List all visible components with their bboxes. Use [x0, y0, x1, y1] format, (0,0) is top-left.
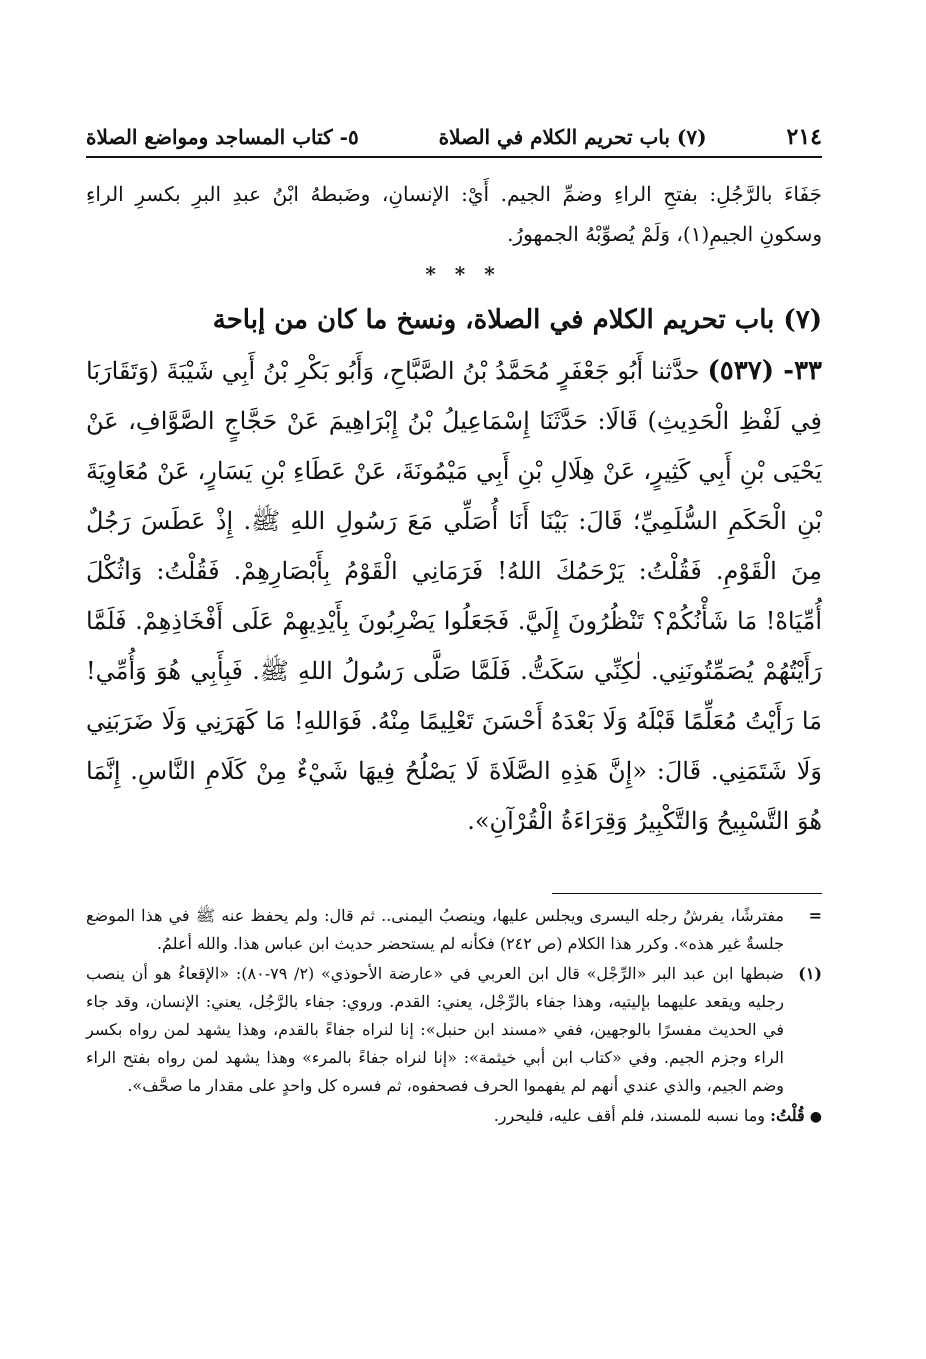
section-separator: * * * — [425, 262, 501, 286]
hadith-text: حدَّثنا أَبُو جَعْفَرٍ مُحَمَّدُ بْنُ الصَّبَّاحِ، وَأَبُو بَكْرِ بْنُ أَبِي شَيْبَةَ (وَتَقَارَبَا فِي لَفْظِ الْحَدِيثِ) قَالَا: حَدَّثَنَا إِسْمَاعِيلُ بْنُ إِبْرَاهِيمَ عَنْ حَجَّاجٍ الصَّوَّافِ، عَنْ يَحْيَى بْنِ أَبِي كَثِيرٍ، عَنْ هِلَالِ بْنِ أَبِي مَيْمُونَةَ، عَنْ عَطَاءِ بْنِ يَسَارٍ، عَنْ مُعَاوِيَةَ بْنِ الْحَكَمِ السُّلَمِيِّ؛ قَالَ: بَيْنَا أَنَا أُصَلِّي مَعَ رَسُولِ اللهِ ﷺ. إِذْ عَطَسَ رَجُلٌ مِنَ الْقَوْمِ. فَقُلْتُ: يَرْحَمُكَ اللهُ! فَرَمَانِي الْقَوْمُ بِأَبْصَارِهِمْ. فَقُلْتُ: وَاثُكْلَ أُمِّيَاهْ! مَا شَأْنُكُمْ؟ تَنْظُرُونَ إِلَيَّ. فَجَعَلُوا يَضْرِبُونَ بِأَيْدِيهِمْ عَلَى أَفْخَاذِهِمْ. فَلَمَّا رَأَيْتُهُمْ يُصَمِّتُونَنِي. لٰكِنِّي سَكَتُّ. فَلَمَّا صَلَّى رَسُولُ اللهِ ﷺ. فَبِأَبِي هُوَ وَأُمِّي! مَا رَأَيْتُ مُعَلِّمًا قَبْلَهُ وَلَا بَعْدَهُ أَحْسَنَ تَعْلِيمًا مِنْهُ. فَوَاللهِ! مَا كَهَرَنِي وَلَا ضَرَبَنِي وَلَا شَتَمَنِي. قَالَ: «إِنَّ هَذِهِ الصَّلَاةَ لَا يَصْلُحُ فِيهَا شَيْءٌ مِنْ كَلَامِ النَّاسِ. إِنَّمَا هُوَ التَّسْبِيحُ وَالتَّكْبِيرُ وَقِرَاءَةُ الْقُرْآنِ». — [86, 357, 822, 835]
page-number: ٢١٤ — [786, 124, 822, 150]
hadith-block — [86, 346, 822, 846]
footnote-continued — [86, 902, 822, 958]
footnote-text: مفترشًا، يفرشُ رجله اليسرى ويجلس عليها، وينصبُ اليمنى.. ثم قال: ولم يحفظ عنه ﷺ في هذا الموضع جلسةٌ غير هذه». وكرر هذا الكلام (ص ٢٤٢) فكأنه لم يستحضر حديث ابن عباس هذا. والله أعلمُ. — [86, 906, 784, 953]
footnotes — [86, 902, 822, 1131]
hadith-number: ٣٣- (٥٣٧) — [707, 356, 822, 386]
running-header — [86, 118, 822, 158]
footnote-text: ضبطها ابن عبد البر «الرِّجْل» قال ابن العربي في «عارضة الأحوذي» (٢/ ٧٩-٨٠): «الإقعاءُ هو أن ينصب رجليه ويقعد عليهما بإليتيه، وهذا جفاء بالرِّجْل، يعني: القدم. وروي: جفاء بالرَّجُل، يعني: الإنسان، وقد جاء في الحديث مفسرًا بالوجهين، ففي «مسند ابن حنبل»: إنا لنراه جفاءً بالقدم، وهذا يشهد لمن رواه بكسر الراء وجزم الجيم. وفي «كتاب ابن أبي خيثمة»: «إنا لنراه جفاءً بالمرء» وهذا يشهد لمن رواه بفتح الراء وضم الجيم، والذي عندي أنهم لم يفهموا الحرف فصحفوه، ثم فسره كل واحدٍ على مقدار ما صحَّف». — [86, 964, 785, 1095]
editor-note-label: قُلْتُ: — [770, 1106, 805, 1125]
editor-note-text: وما نسبه للمسند، فلم أقف عليه، فليحرر. — [493, 1106, 766, 1125]
footnote-marker: (١) — [798, 964, 822, 983]
chapter-heading: (٧) باب تحريم الكلام في الصلاة، ونسخ ما كان من إباحة — [212, 305, 822, 335]
book-running-title: ٥- كتاب المساجد ومواضع الصلاة — [86, 125, 359, 149]
footnote-1 — [86, 960, 822, 1100]
chapter-running-title: (٧) باب تحريم الكلام في الصلاة — [438, 125, 707, 149]
bullet-icon: ● — [809, 1109, 822, 1125]
footnote-marker: = — [808, 906, 822, 925]
editor-note — [86, 1102, 822, 1131]
footnote-divider — [552, 893, 822, 894]
intro-paragraph: جَفَاءَ بالرَّجُلِ: بفتحِ الراءِ وضمِّ الجيم. أَيْ: الإنسانِ، وضَبطهُ ابْنُ عبدِ البرِ بكسرِ الراءِ وسكونِ الجيمِ(١)، وَلَمْ يُصوِّبْهُ الجمهورُ. — [86, 182, 822, 246]
